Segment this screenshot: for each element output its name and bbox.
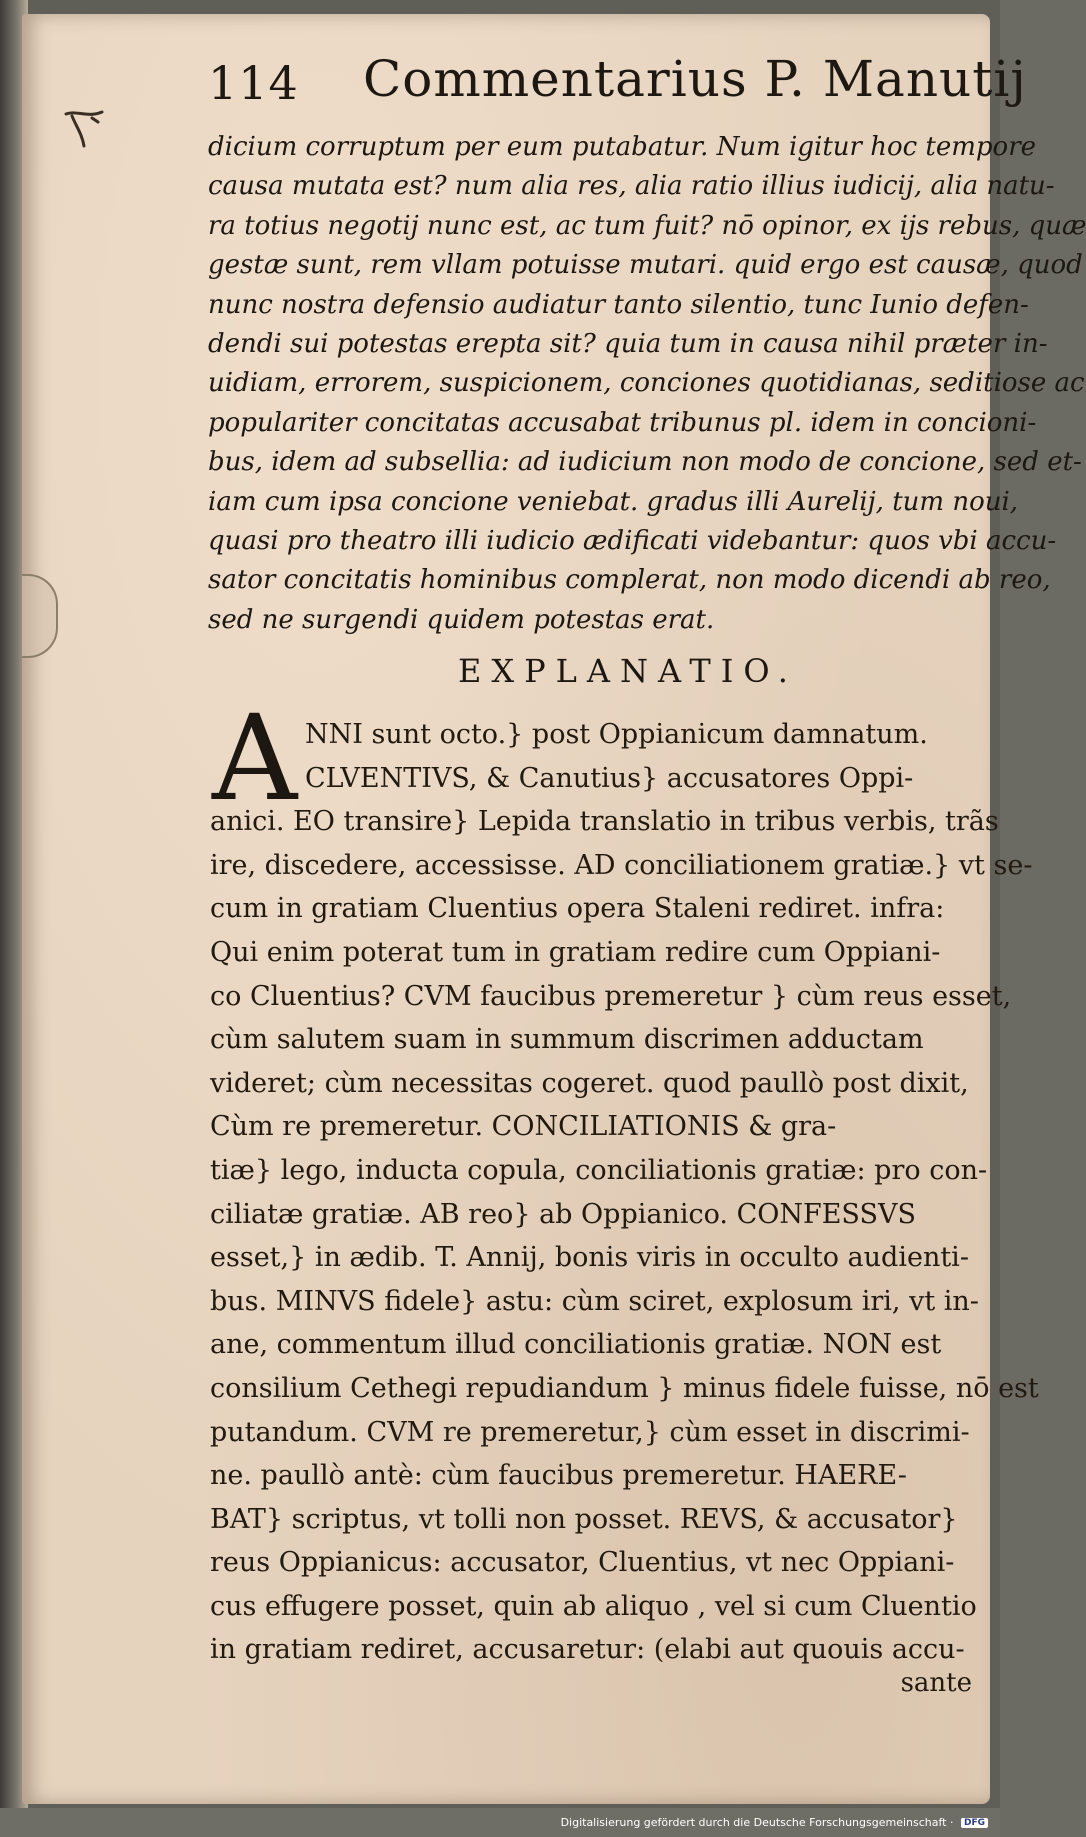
text-line: cus effugere posset, quin ab aliquo , vel si cum Cluentio bbox=[210, 1590, 977, 1622]
text-line: dendi sui potestas erepta sit? quia tum in causa nihil præter in- bbox=[208, 329, 1048, 360]
running-head-title: Commentarius P. Manutij bbox=[363, 50, 1027, 108]
funding-footer bbox=[561, 1816, 988, 1829]
text-line: in gratiam rediret, accusaretur: (elabi aut quouis accu- bbox=[210, 1634, 965, 1666]
text-line: sed ne surgendi quidem potestas erat. bbox=[208, 604, 715, 635]
text-line: gestæ sunt, rem vllam potuisse mutari. quid ergo est causæ, quod bbox=[208, 250, 1083, 281]
text-line: ciliatæ gratiæ. AB reo} ab Oppianico. CONFESSVS bbox=[210, 1198, 916, 1230]
text-line: uidiam, errorem, suspicionem, conciones quotidianas, seditiose ac bbox=[208, 368, 1085, 399]
text-line: tiæ} lego, inducta copula, conciliationis gratiæ: pro con- bbox=[210, 1154, 988, 1186]
text-line: reus Oppianicus: accusator, Cluentius, vt nec Oppiani- bbox=[210, 1547, 955, 1579]
text-line: bus, idem ad subsellia: ad iudicium non modo de concione, sed et- bbox=[208, 447, 1082, 478]
text-line: esset,} in ædib. T. Annij, bonis viris in occulto audienti- bbox=[210, 1242, 969, 1274]
text-line: CLVENTIVS, & Canutius} accusatores Oppi- bbox=[305, 762, 914, 794]
text-line: cum in gratiam Cluentius opera Staleni rediret. infra: bbox=[210, 893, 945, 925]
catchword: sante bbox=[900, 1668, 972, 1698]
text-line: ane, commentum illud conciliationis gratiæ. NON est bbox=[210, 1329, 942, 1361]
text-line: ire, discedere, accessisse. AD conciliationem gratiæ.} vt se- bbox=[210, 849, 1033, 881]
text-line: Cùm re premeretur. CONCILIATIONIS & gra- bbox=[210, 1111, 837, 1143]
text-line: BAT} scriptus, vt tolli non posset. REVS, & accusator} bbox=[210, 1503, 958, 1535]
text-line: sator concitatis hominibus complerat, non modo dicendi ab reo, bbox=[208, 565, 1051, 596]
drop-cap-initial: A bbox=[212, 689, 298, 827]
text-line: dicium corruptum per eum putabatur. Num igitur hoc tempore bbox=[208, 132, 1037, 162]
text-line: putandum. CVM re premeretur,} cùm esset in discrimi- bbox=[210, 1416, 970, 1448]
text-line: populariter concitatas accusabat tribunus pl. idem in concioni- bbox=[208, 407, 1037, 438]
text-line: co Cluentius? CVM faucibus premeretur } cùm reus esset, bbox=[210, 980, 1012, 1012]
text-line: bus. MINVS fidele} astu: cùm sciret, explosum iri, vt in- bbox=[210, 1285, 979, 1317]
text-line: quasi pro theatro illi iudicio ædificati videbantur: quos vbi accu- bbox=[208, 526, 1057, 557]
quoted-text-block bbox=[208, 128, 1086, 640]
text-line: ra totius negotij nunc est, ac tum fuit? nō opinor, ex ijs rebus, quæ bbox=[208, 210, 1086, 241]
text-line: Qui enim poterat tum in gratiam redire cum Oppiani- bbox=[210, 936, 941, 968]
page-tab-mark bbox=[22, 574, 58, 658]
text-line: iam cum ipsa concione veniebat. gradus illi Aurelij, tum noui, bbox=[208, 486, 1019, 517]
text-line: videret; cùm necessitas cogeret. quod paullò post dixit, bbox=[210, 1067, 969, 1099]
dfg-logo: DFG bbox=[961, 1818, 988, 1828]
funding-text: Digitalisierung gefördert durch die Deutsche Forschungsgemeinschaft · bbox=[560, 1816, 954, 1829]
ornament-mark bbox=[62, 108, 112, 150]
text-line: NNI sunt octo.} post Oppianicum damnatum. bbox=[305, 719, 928, 750]
page-number: 114 bbox=[208, 56, 299, 110]
running-header bbox=[208, 50, 1027, 120]
text-line: causa mutata est? num alia res, alia ratio illius iudicij, alia natu- bbox=[208, 171, 1055, 202]
text-line: consilium Cethegi repudiandum } minus fidele fuisse, nō est bbox=[210, 1372, 1039, 1404]
text-line: ne. paullò antè: cùm faucibus premeretur. HAERE- bbox=[210, 1460, 907, 1492]
section-heading: EXPLANATIO. bbox=[458, 652, 798, 690]
text-line: cùm salutem suam in summum discrimen adductam bbox=[210, 1024, 924, 1056]
text-line: nunc nostra defensio audiatur tanto silentio, tunc Iunio defen- bbox=[208, 289, 1029, 320]
commentary-text-block bbox=[210, 713, 1039, 1672]
text-line: anici. EO transire} Lepida translatio in tribus verbis, trãs bbox=[210, 806, 999, 838]
